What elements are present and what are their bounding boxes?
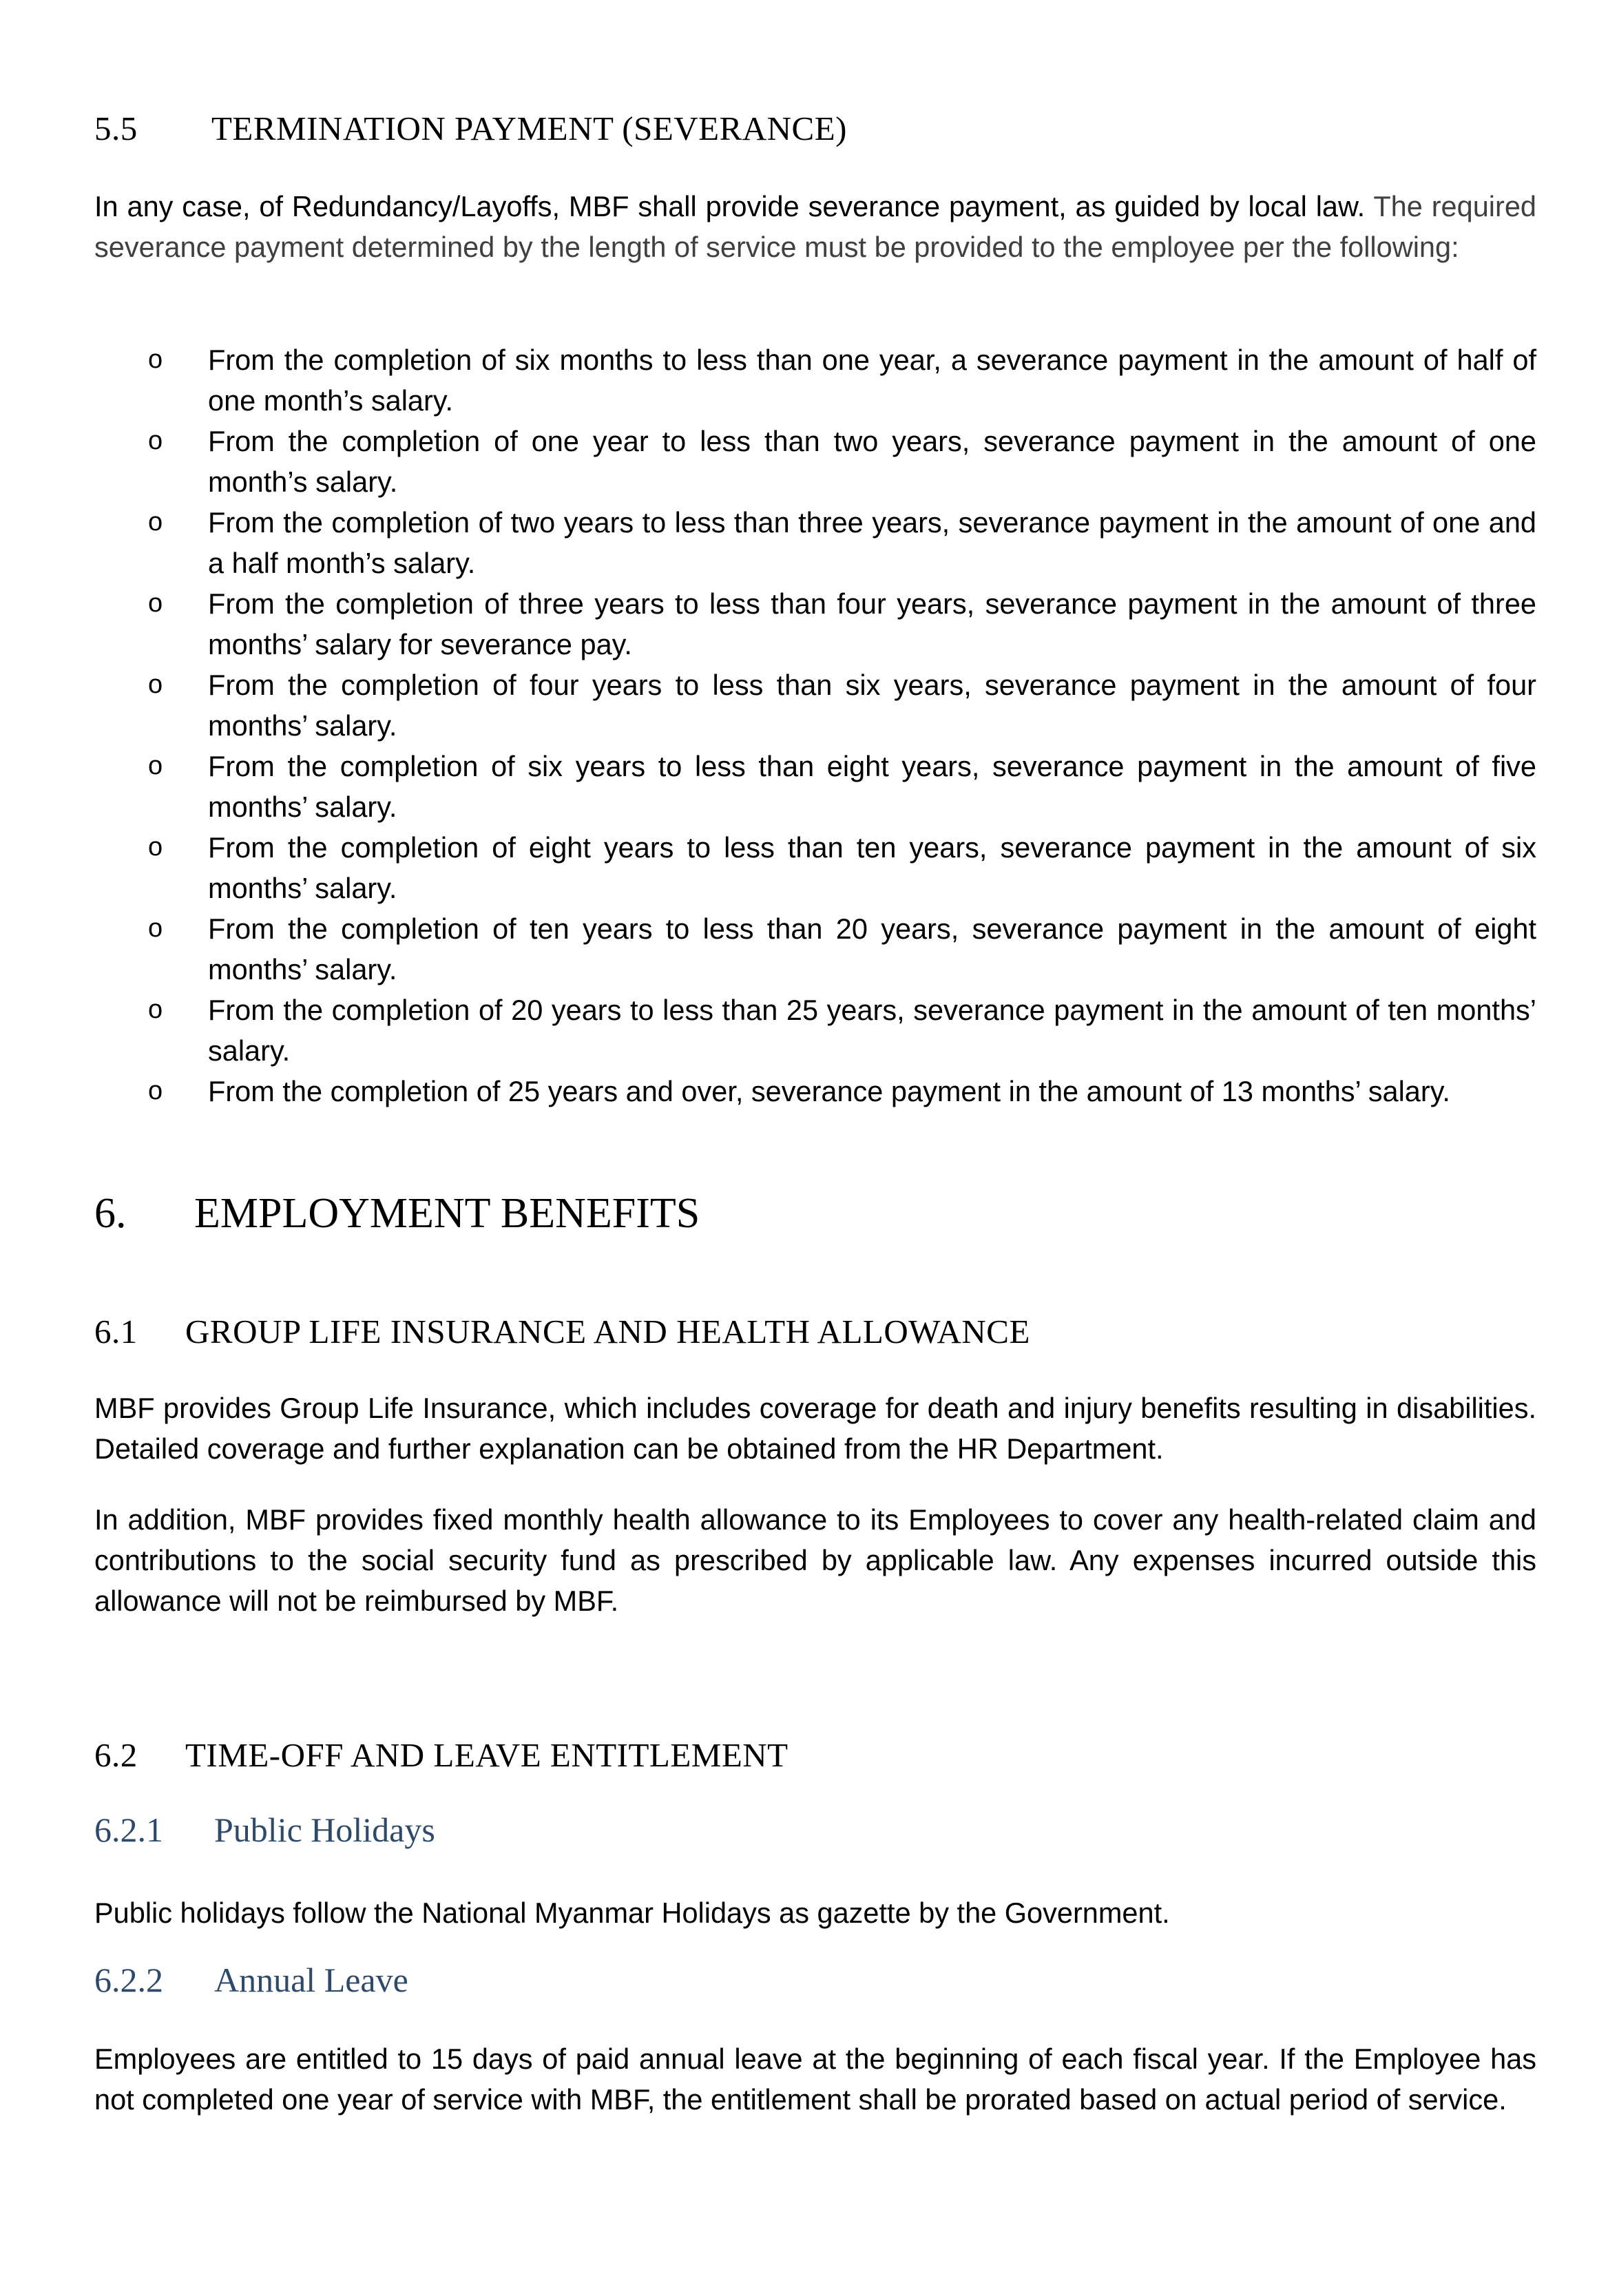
severance-list bbox=[94, 340, 1536, 1112]
list-item: o From the completion of six years to less than eight years, severance payment in the amount of five months’ salary. bbox=[94, 746, 1536, 827]
list-item: o From the completion of three years to less than four years, severance payment in the amount of three months’ salary for severance pay. bbox=[94, 583, 1536, 665]
insurance-paragraph: MBF provides Group Life Insurance, which includes coverage for death and injury benefits resulting in disabilities. Detailed coverage and further explanation can be obtained from the HR Department. bbox=[94, 1392, 1536, 1465]
section-heading-6-2-2 bbox=[94, 1960, 408, 2000]
health-allowance-paragraph: In addition, MBF provides fixed monthly health allowance to its Employees to cover any health-related claim and contributions to the social security fund as prescribed by applicable law. Any expenses incurred outside this allowance will not be reimbursed by MBF. bbox=[94, 1503, 1536, 1617]
list-item: o From the completion of ten years to less than 20 years, severance payment in the amount of eight months’ salary. bbox=[94, 908, 1536, 990]
bullet-icon: o bbox=[148, 670, 163, 699]
section-title: Annual Leave bbox=[214, 1961, 408, 1999]
section-number: 6.2.2 bbox=[94, 1961, 163, 1999]
bullet-icon: o bbox=[148, 995, 163, 1024]
bullet-icon: o bbox=[148, 914, 163, 943]
severance-intro bbox=[94, 186, 1536, 267]
section-heading-5-5 bbox=[94, 109, 847, 148]
list-item: o From the completion of 20 years to less than 25 years, severance payment in the amount of ten months’ salary. bbox=[94, 990, 1536, 1071]
section-heading-6-2 bbox=[94, 1735, 789, 1775]
list-item: o From the completion of six months to less than one year, a severance payment in the amount of half of one month’s salary. bbox=[94, 340, 1536, 421]
bullet-icon: o bbox=[148, 1076, 163, 1105]
severance-intro-lead: In any case, of Redundancy/Layoffs, MBF shall provide severance payment, as guided by local law. bbox=[94, 190, 1366, 222]
section-number: 6.2 bbox=[94, 1736, 138, 1774]
section-title: TIME-OFF AND LEAVE ENTITLEMENT bbox=[185, 1736, 789, 1774]
bullet-icon: o bbox=[148, 589, 163, 618]
section-title: EMPLOYMENT BENEFITS bbox=[194, 1190, 700, 1237]
bullet-icon: o bbox=[148, 426, 163, 455]
section-title: GROUP LIFE INSURANCE AND HEALTH ALLOWANCE bbox=[185, 1313, 1030, 1350]
bullet-icon: o bbox=[148, 345, 163, 374]
section-title: Public Holidays bbox=[214, 1810, 435, 1849]
list-item: o From the completion of 25 years and over, severance payment in the amount of 13 months’ salary. bbox=[94, 1071, 1536, 1112]
severance-intro-tail: The required severance payment determined by the length of service must be provided to the employee per the following: bbox=[94, 190, 1536, 263]
section-number: 5.5 bbox=[94, 109, 138, 147]
list-item: o From the completion of one year to less than two years, severance payment in the amount of one month’s salary. bbox=[94, 421, 1536, 502]
section-number: 6.1 bbox=[94, 1313, 138, 1350]
bullet-icon: o bbox=[148, 751, 163, 780]
section-heading-6 bbox=[94, 1189, 700, 1238]
section-title: TERMINATION PAYMENT (SEVERANCE) bbox=[211, 109, 847, 147]
list-item: o From the completion of four years to less than six years, severance payment in the amount of four months’ salary. bbox=[94, 665, 1536, 746]
bullet-icon: o bbox=[148, 508, 163, 536]
annual-leave-paragraph: Employees are entitled to 15 days of paid annual leave at the beginning of each fiscal year. If the Employee has not completed one year of service with MBF, the entitlement shall be prorated based on actual period of service. bbox=[94, 2043, 1536, 2116]
section-heading-6-1 bbox=[94, 1312, 1030, 1351]
public-holidays-paragraph: Public holidays follow the National Myanmar Holidays as gazette by the Government. bbox=[94, 1897, 1170, 1929]
list-item: o From the completion of two years to less than three years, severance payment in the amount of one and a half month’s salary. bbox=[94, 502, 1536, 583]
section-number: 6. bbox=[94, 1190, 127, 1237]
list-item: o From the completion of eight years to less than ten years, severance payment in the amount of six months’ salary. bbox=[94, 827, 1536, 908]
section-number: 6.2.1 bbox=[94, 1810, 163, 1849]
section-heading-6-2-1 bbox=[94, 1810, 435, 1850]
bullet-icon: o bbox=[148, 833, 163, 862]
